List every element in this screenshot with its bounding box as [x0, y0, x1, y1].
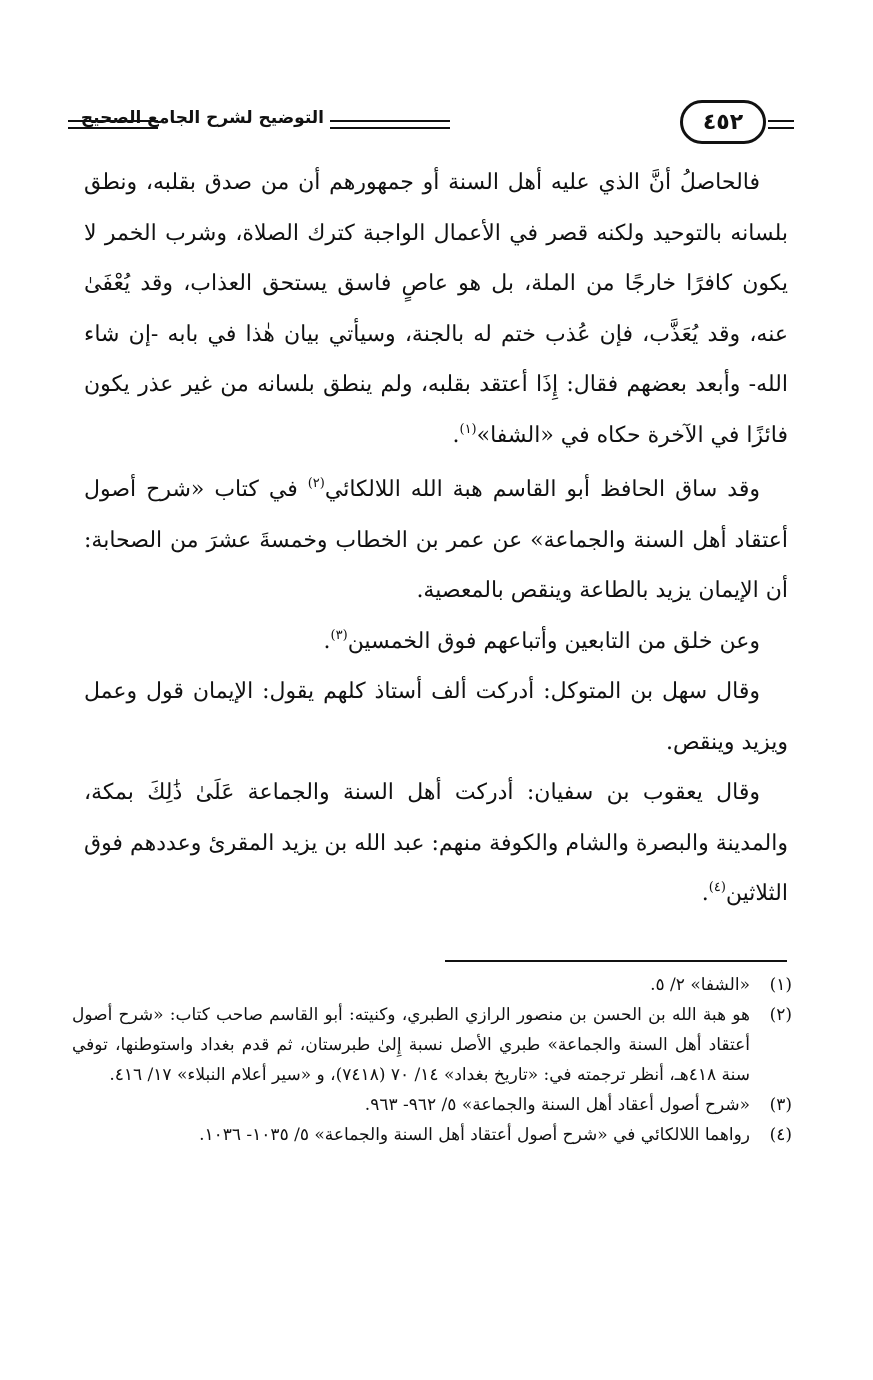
footnote-number: (٤): [769, 1125, 792, 1145]
footnote-item: [72, 1000, 792, 1090]
paragraph-text: وقال سهل بن المتوكل: أدركت ألف أستاذ كلهم يقول: الإيمان قول وعمل ويزيد وينقص.: [84, 679, 788, 755]
footnote-ref: (٤): [708, 880, 726, 895]
period: .: [452, 422, 460, 448]
footnote-text: هو هبة الله بن الحسن بن منصور الرازي الطبري، وكنيته: أبو القاسم صاحب كتاب: «شرح أصول أعتقاد أهل السنة والجماعة» طبري الأصل نسبة إِلىٰ طبرستان، ثم قدم بغداد واستوطنها، توفي سنة ٤١٨هـ، أنظر ترجمته في: «تاريخ بغداد» ١٤/ ٧٠ (٧٤١٨)، و «سير أعلام النبلاء» ١٧/ ٤١٦.: [72, 1005, 750, 1085]
footnote-text: رواهما اللالكائي في «شرح أصول أعتقاد أهل السنة والجماعة» ٥/ ١٠٣٥- ١٠٣٦.: [199, 1125, 750, 1145]
footnote-item: [72, 1120, 792, 1150]
footnote-text: «الشفا» ٢/ ٥.: [650, 975, 750, 995]
paragraph-text: وقال يعقوب بن سفيان: أدركت أهل السنة والجماعة عَلَىٰ ذَٰلِكَ بمكة، والمدينة والبصرة والشام والكوفة منهم: عبد الله بن يزيد المقرئ وعددهم فوق الثلاثين: [84, 780, 788, 906]
paragraph-tabiin: [84, 617, 788, 668]
paragraph-yaqub: [84, 768, 788, 920]
footnote-number: (٣): [769, 1095, 792, 1115]
main-text: [84, 158, 788, 920]
footnote-item: [72, 1090, 792, 1120]
book-title: التوضيح لشرح الجامع الصحيح: [80, 108, 324, 128]
header-rule-middle: [330, 120, 450, 129]
footnotes: [72, 970, 792, 1150]
period: .: [323, 628, 331, 654]
paragraph-conclusion: [84, 158, 788, 461]
paragraph-lalakai: [84, 465, 788, 617]
paragraph-text: وقد ساق الحافظ أبو القاسم هبة الله اللالكائي: [324, 477, 760, 502]
footnote-separator: [445, 960, 787, 962]
paragraph-text: وعن خلق من التابعين وأتباعهم فوق الخمسين: [347, 628, 760, 654]
footnote-ref: (٢): [307, 476, 325, 491]
footnote-text: «شرح أصول أعقاد أهل السنة والجماعة» ٥/ ٩٦٢- ٩٦٣.: [364, 1095, 750, 1115]
footnote-ref: (٣): [330, 627, 348, 643]
footnote-ref: (١): [459, 421, 477, 437]
footnote-number: (١): [769, 975, 792, 995]
paragraph-sahl: [84, 667, 788, 768]
header-rule-right: [768, 120, 794, 129]
running-header: [60, 92, 792, 156]
paragraph-text: فالحاصلُ أنَّ الذي عليه أهل السنة أو جمهورهم أن من صدق بقلبه، ونطق بلسانه بالتوحيد ولكنه قصر في الأعمال الواجبة كترك الصلاة، وشرب الخمر لا يكون كافرًا خارجًا من الملة، بل هو عاصٍ فاسق يستحق العذاب، وقد يُعْفَىٰ عنه، وقد يُعَذَّب، فإن عُذب ختم له بالجنة، وسيأتي بيان هٰذا في بابه -إن شاء الله- وأبعد بعضهم فقال: إِذَا أعتقد بقلبه، ولم ينطق بلسانه من غير عذر يكون فائزًا في الآخرة حكاه في «الشفا»: [84, 170, 788, 448]
footnote-number: (٢): [769, 1005, 792, 1025]
period: .: [701, 881, 709, 906]
footnote-item: [72, 970, 792, 1000]
paragraph-text: في كتاب «شرح أصول أعتقاد أهل السنة والجماعة» عن عمر بن الخطاب وخمسةَ عشرَ من الصحابة: أن الإيمان يزيد بالطاعة وينقص بالمعصية.: [84, 477, 788, 603]
page-number: ٤٥٢: [680, 100, 766, 144]
